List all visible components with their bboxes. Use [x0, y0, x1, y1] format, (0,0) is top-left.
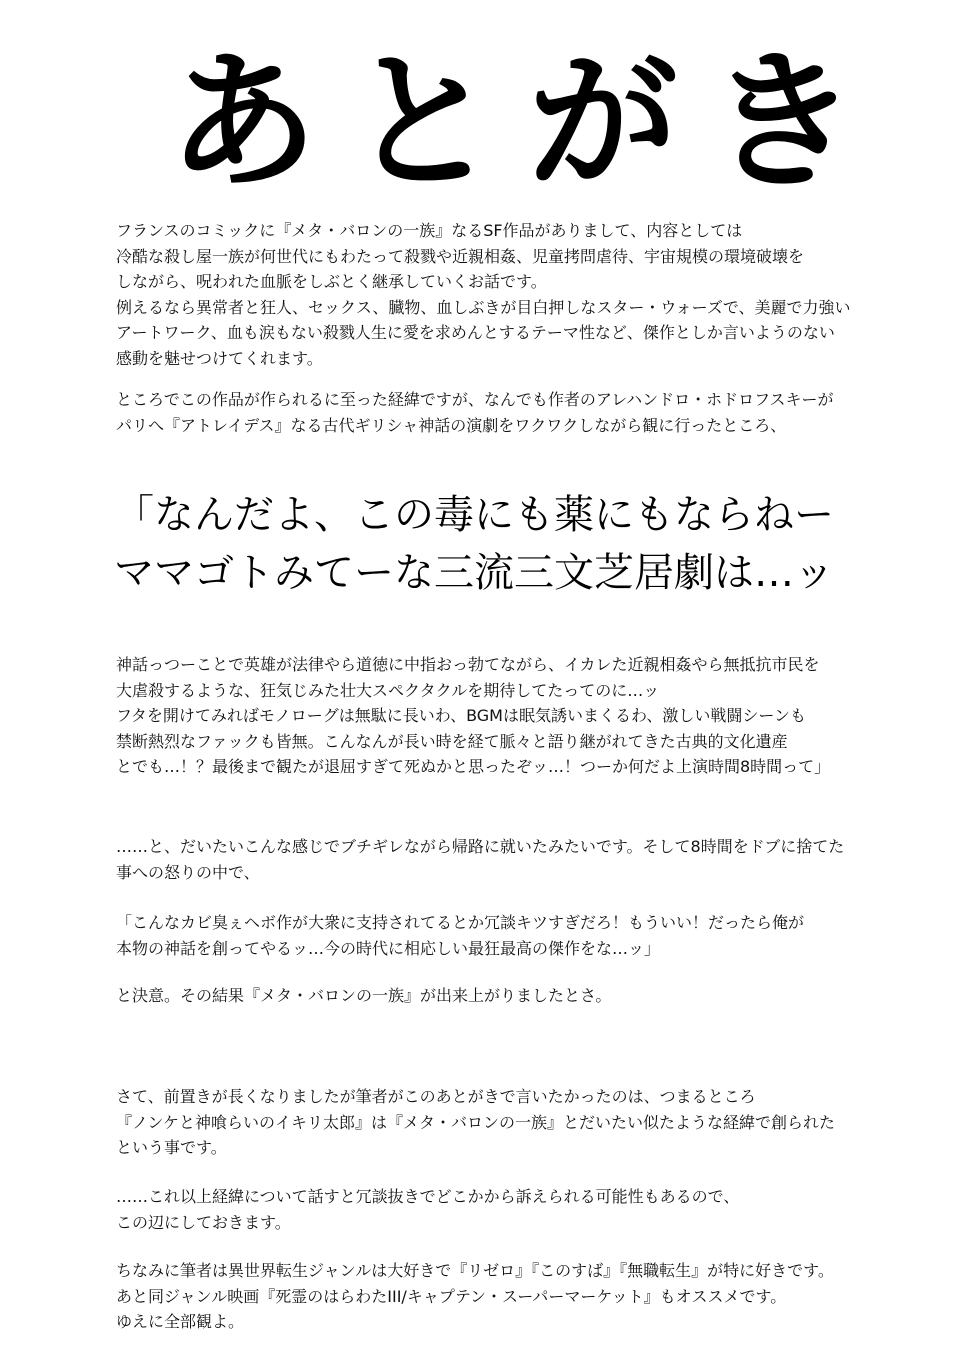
text-line: 「こんなカビ臭ぇヘボ作が大衆に支持されてるとか冗談キツすぎだろ！もういい！だったら俺が [116, 913, 805, 932]
text-line: あと同ジャンル映画『死霊のはらわたIII/キャプテン・スーパーマーケット』もオススメです。 [116, 1286, 787, 1306]
text-line: 大虐殺するような、狂気じみた壮大スペクタクルを期待してたってのに…ッ [116, 680, 660, 700]
text-line: と決意。その結果『メタ・バロンの一族』が出来上がりましたとさ。 [116, 986, 612, 1005]
paragraph-favorites [116, 1258, 834, 1335]
text-line: パリへ『アトレイデス』なる古代ギリシャ神話の演劇をワクワクしながら観に行ったところ、 [116, 415, 787, 435]
text-line: とでも…！？最後まで観たが退屈すぎて死ぬかと思ったぞッ…！つーか何だよ上演時間8時間って」 [116, 757, 831, 776]
text-line: 事への怒りの中で、 [116, 862, 260, 882]
text-line: ……と、だいたいこんな感じでブチギレながら帰路に就いたみたいです。そして8時間をドブに捨てた [116, 837, 845, 856]
text-line: ところでこの作品が作られるに至った経緯ですが、なんでも作者のアレハンドロ・ホドロフスキーが [116, 390, 834, 409]
text-line: 神話っつーことで英雄が法律やら道徳に中指おっ勃てながら、イカレた近親相姦やら無抵抗市民を [116, 655, 820, 674]
text-line: 例えるなら異常者と狂人、セックス、臓物、血しぶきが目白押しなスター・ウォーズで、美麗で力強い [116, 297, 851, 317]
text-line: という事です。 [116, 1138, 227, 1157]
paragraph-rant [116, 652, 830, 780]
page-title: あとがき [168, 36, 889, 210]
paragraph-return [116, 834, 844, 885]
paragraph-vow [116, 910, 804, 961]
text-line: 禁断熱烈なファックも皆無。こんなんが長い時を経て脈々と語り継がれてきた古典的文化遺産 [116, 731, 788, 751]
text-line: この辺にしておきます。 [116, 1212, 291, 1232]
paragraph-stop [116, 1184, 739, 1235]
text-line: さて、前置きが長くなりましたが筆者がこのあとがきで言いたかったのは、つまるところ [116, 1087, 756, 1106]
text-line: ……これ以上経緯について話すと冗談抜きでどこかから訴えられる可能性もあるので、 [116, 1187, 740, 1206]
paragraph-point [116, 1084, 835, 1161]
text-line: 『ノンケと神喰らいのイキリ太郎』は『メタ・バロンの一族』とだいたい似たような経緯で創られた [116, 1112, 836, 1132]
quote-line: 「なんだよ、この毒にも薬にもならねー [114, 492, 834, 538]
text-line: フランスのコミックに『メタ・バロンの一族』なるSF作品がありまして、内容としては [116, 221, 743, 240]
text-line: ゆえに全部観よ。 [116, 1312, 245, 1331]
text-line: アートワーク、血も涙もない殺戮人生に愛を求めんとするテーマ性など、傑作としか言いようのない [116, 323, 835, 342]
text-line: ちなみに筆者は異世界転生ジャンルは大好きで『リゼロ』『このすば』『無職転生』が特に好きです。 [116, 1261, 834, 1280]
text-line: フタを開けてみればモノローグは無駄に長いわ、BGMは眠気誘いまくるわ、激しい戦闘シーンも [116, 706, 807, 725]
text-line: しながら、呪われた血脈をしぶとく継承していくお話です。 [116, 272, 547, 291]
text-line: 本物の神話を創ってやるッ…今の時代に相応しい最狂最高の傑作をな…ッ」 [116, 938, 661, 958]
text-line: 冷酷な殺し屋一族が何世代にもわたって殺戮や近親相姦、児童拷問虐待、宇宙規模の環境破壊を [116, 246, 805, 266]
paragraph-origin [116, 387, 833, 438]
paragraph-result [116, 983, 611, 1009]
quote-large [114, 486, 834, 602]
quote-line: ママゴトみてーな三流三文芝居劇は…ッ [114, 550, 834, 596]
paragraph-intro [116, 218, 851, 371]
text-line: 感動を魅せつけてくれます。 [116, 348, 323, 368]
